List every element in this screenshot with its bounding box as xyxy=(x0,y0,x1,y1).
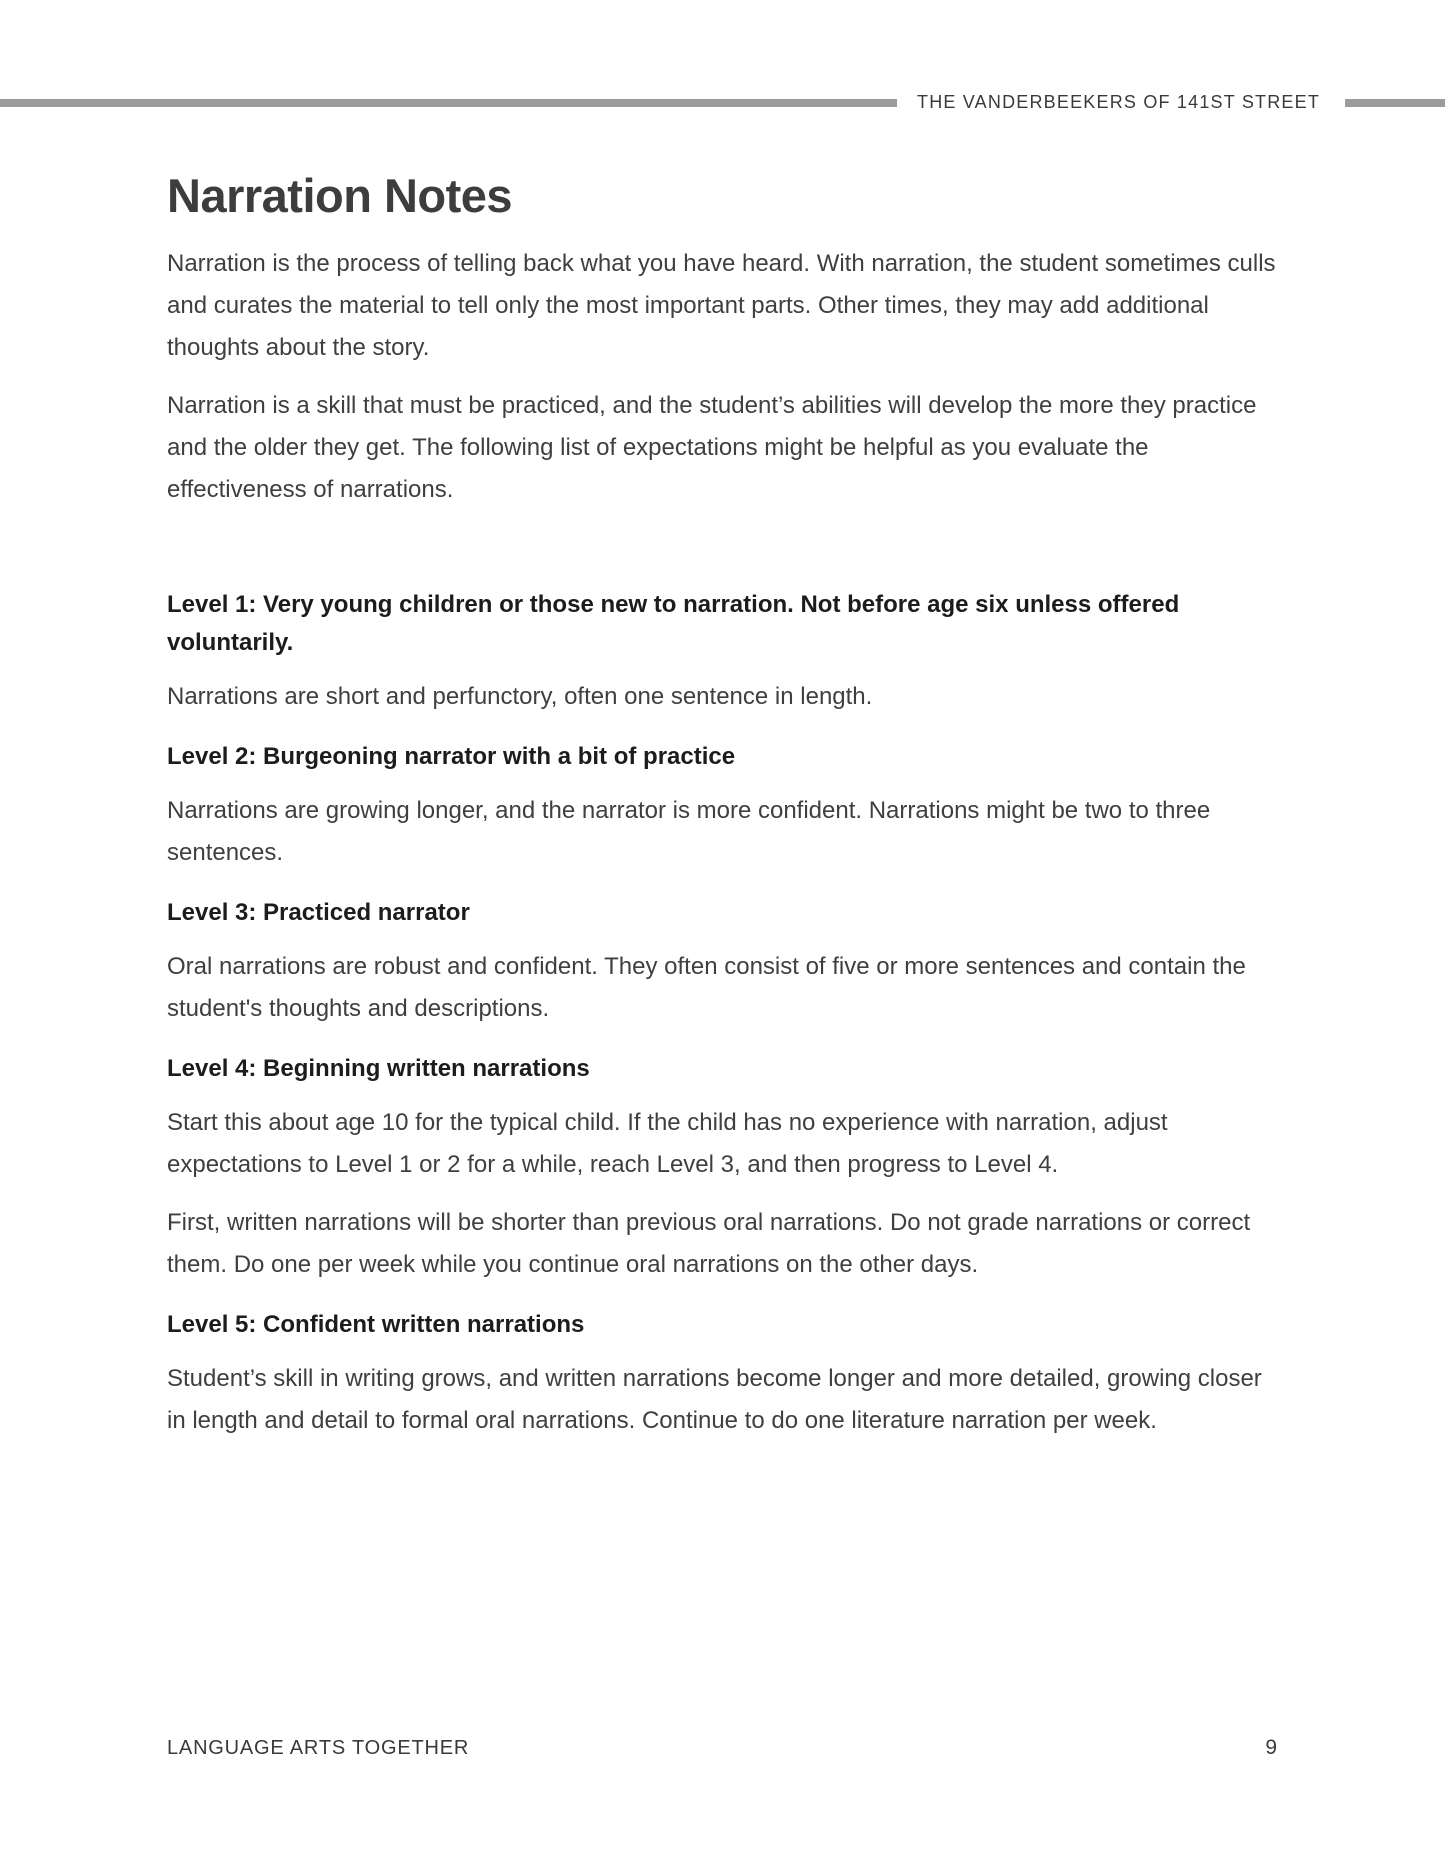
intro-paragraph-1: Narration is the process of telling back what you have heard. With narration, the student sometimes culls and curates the material to tell only the most important parts. Other times, they may add additional thoughts about the story. xyxy=(167,250,1276,361)
running-head-book-title: THE VANDERBEEKERS OF 141ST STREET xyxy=(917,92,1321,112)
page-content xyxy=(167,0,1285,1458)
footer-series-title: LANGUAGE ARTS TOGETHER xyxy=(167,1737,470,1759)
page-title: Narration Notes xyxy=(167,169,513,222)
page-footer xyxy=(167,1736,1277,1760)
level-4-paragraph-1: Start this about age 10 for the typical child. If the child has no experience with narration, adjust expectations to Level 1 or 2 for a while, reach Level 3, and then progress to Level 4. xyxy=(167,1109,1168,1178)
level-4-heading: Level 4: Beginning written narrations xyxy=(167,1055,590,1082)
level-1-paragraph: Narrations are short and perfunctory, often one sentence in length. xyxy=(167,683,873,710)
footer-page-number: 9 xyxy=(1265,1736,1277,1759)
level-2-heading: Level 2: Burgeoning narrator with a bit of practice xyxy=(167,743,736,770)
level-3-heading: Level 3: Practiced narrator xyxy=(167,899,470,926)
level-4-paragraph-2: First, written narrations will be shorter than previous oral narrations. Do not grade narrations or correct them. Do one per week while you continue oral narrations on the other days. xyxy=(167,1209,1251,1278)
intro-paragraph-2: Narration is a skill that must be practiced, and the student’s abilities will develop the more they practice and the older they get. The following list of expectations might be helpful as you evaluate the effectiveness of narrations. xyxy=(167,392,1257,503)
level-1-heading: Level 1: Very young children or those new to narration. Not before age six unless offered voluntarily. xyxy=(167,591,1180,656)
level-2-paragraph: Narrations are growing longer, and the narrator is more confident. Narrations might be two to three sentences. xyxy=(167,797,1211,866)
level-3-paragraph: Oral narrations are robust and confident. They often consist of five or more sentences and contain the student's thoughts and descriptions. xyxy=(167,953,1246,1022)
level-5-paragraph: Student’s skill in writing grows, and written narrations become longer and more detailed, growing closer in length and detail to formal oral narrations. Continue to do one literature narration per week. xyxy=(167,1365,1262,1434)
header-rule-right xyxy=(1345,99,1445,107)
level-5-heading: Level 5: Confident written narrations xyxy=(167,1311,585,1338)
